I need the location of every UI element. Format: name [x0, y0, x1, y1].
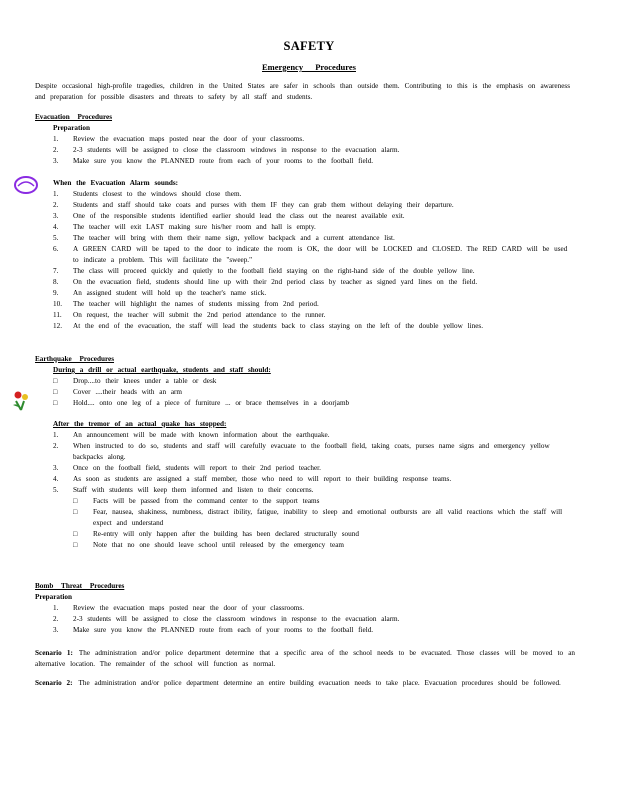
- list-item: □ Facts will be passed from the command center to the support teams: [73, 497, 320, 505]
- checkbox-bullet-icon: □: [73, 508, 78, 516]
- list-item: 2. Students and staff should take coats and purses with them IF they can grab them without delaying their departure.: [53, 201, 454, 209]
- list-item: 3. Make sure you know the PLANNED route from each of your rooms to the football field.: [53, 626, 374, 634]
- list-item: □ Drop....to their knees under a table or desk: [35, 376, 575, 387]
- list-item: 9. An assigned student will hold up the teacher's name stick.: [53, 289, 267, 297]
- list-item: □ Hold.... onto one leg of a piece of furniture ... or brace themselves in a doorjamb: [35, 398, 575, 409]
- list-item: 3. Make sure you know the PLANNED route from each of your rooms to the football field.: [53, 157, 374, 165]
- scenario-2-paragraph: Scenario 2: The administration and/or police department determine an entire building evacuation needs to take place. Evacuation procedures should be followed.: [35, 679, 561, 687]
- list-item: 7. The class will proceed quickly and quietly to the football field staying on the right-hand side of the double yellow line.: [53, 267, 475, 275]
- scenario-2-label: Scenario 2:: [35, 679, 73, 687]
- evacuation-heading: Evacuation Procedures: [35, 113, 113, 121]
- list-item: 12. At the end of the evacuation, the staff will lead the students back to class staying on the left of the double yellow lines.: [53, 322, 483, 330]
- list-item: 1. An announcement will be made with known information about the earthquake.: [53, 431, 330, 439]
- intro-paragraph: Despite occasional high-profile tragedies, children in the United States are safer in schools than outside them. Contributing to this is the emphasis on awareness and preparation for possible disasters and threats to safety by all staff and students.: [35, 82, 570, 101]
- evacuation-alarm-heading: When the Evacuation Alarm sounds:: [53, 179, 179, 187]
- list-item: □ Re-entry will only happen after the building has been declared structurally sound: [73, 530, 359, 538]
- list-item: 4. As soon as students are assigned a staff member, those who need to will report to their building response teams.: [53, 475, 452, 483]
- list-item: 5. The teacher will bring with them their name sign, yellow backpack and a current attendance list.: [53, 234, 395, 242]
- evacuation-section: [35, 112, 575, 332]
- scenario-1-label: Scenario 1:: [35, 649, 73, 657]
- list-item: 2. When instructed to do so, students and staff will carefully evacuate to the football field, taking coats, purses name signs and emergency yellow backpacks along.: [53, 442, 550, 461]
- list-item: 11. On request, the teacher will submit the 2nd period attendance to the runner.: [53, 311, 326, 319]
- list-item: □ Fear, nausea, shakiness, numbness, distract ibility, fatigue, inability to sleep and emotional outbursts are all valid reactions which the staff will expect and understand: [73, 508, 563, 527]
- list-item: 5. Staff with students will keep them informed and listen to their concerns.: [53, 486, 314, 494]
- evacuation-prep-list: [35, 134, 575, 167]
- earthquake-heading: Earthquake Procedures: [35, 355, 115, 363]
- list-item: 3. Once on the football field, students will report to their 2nd period teacher.: [53, 464, 321, 472]
- checkbox-bullet-icon: □: [73, 530, 78, 538]
- bomb-threat-section: [35, 581, 575, 689]
- page-title: SAFETY: [283, 39, 335, 53]
- earthquake-drill-heading: During a drill or actual earthquake, students and staff should:: [53, 366, 271, 374]
- page-subtitle: Emergency Procedures: [262, 62, 356, 72]
- list-item: 6. A GREEN CARD will be taped to the door to indicate the room is OK, the door will be LOCKED and CLOSED. The RED CARD will be used to indicate a problem. This will facilitate the "sweep.": [53, 245, 568, 264]
- checkbox-bullet-icon: □: [53, 399, 58, 407]
- list-item: 10. The teacher will highlight the names of students missing from 2nd period.: [53, 300, 319, 308]
- list-item: 3. One of the responsible students identified earlier should lead the class out the nearest available exit.: [53, 212, 405, 220]
- evacuation-prep-heading: Preparation: [53, 124, 90, 132]
- list-item: □ Note that no one should leave school until released by the emergency team: [73, 541, 345, 549]
- earthquake-section: [35, 354, 575, 551]
- list-item: 2. 2-3 students will be assigned to close the classroom windows in response to the evacuation alarm.: [53, 615, 400, 623]
- checkbox-bullet-icon: □: [73, 541, 78, 549]
- list-item: 2. 2-3 students will be assigned to close the classroom windows in response to the evacuation alarm.: [53, 146, 400, 154]
- list-item: 4. The teacher will exit LAST making sure his/her room and hall is empty.: [53, 223, 316, 231]
- checkbox-bullet-icon: □: [53, 388, 58, 396]
- list-item: 8. On the evacuation field, students should line up with their 2nd period class by teacher as signed yard lines on the field.: [53, 278, 478, 286]
- bomb-prep-list: [35, 603, 575, 636]
- checkbox-bullet-icon: □: [73, 497, 78, 505]
- list-item: 1. Review the evacuation maps posted near the door of your classrooms.: [53, 135, 304, 143]
- list-item: 1. Students closest to the windows should close them.: [53, 190, 242, 198]
- bomb-threat-heading: Bomb Threat Procedures: [35, 582, 125, 590]
- evacuation-alarm-list: [35, 189, 575, 332]
- earthquake-after-list: [35, 430, 575, 496]
- checkbox-bullet-icon: □: [53, 377, 58, 385]
- list-item: □ Cover ....their heads with an arm: [35, 387, 575, 398]
- earthquake-after-heading: After the tremor of an actual quake has stopped:: [53, 420, 227, 428]
- scenario-1-paragraph: Scenario 1: The administration and/or police department determine that a specific area of the school needs to be evacuated. Those classes will be moved to an alternative location. The remainder of the school will function as normal.: [35, 649, 575, 668]
- earthquake-concern-list: [35, 496, 575, 551]
- flower-clipart-icon: [10, 388, 32, 412]
- bomb-prep-heading: Preparation: [35, 593, 72, 601]
- list-item: 1. Review the evacuation maps posted near the door of your classrooms.: [53, 604, 304, 612]
- earthquake-drill-list: [35, 376, 575, 409]
